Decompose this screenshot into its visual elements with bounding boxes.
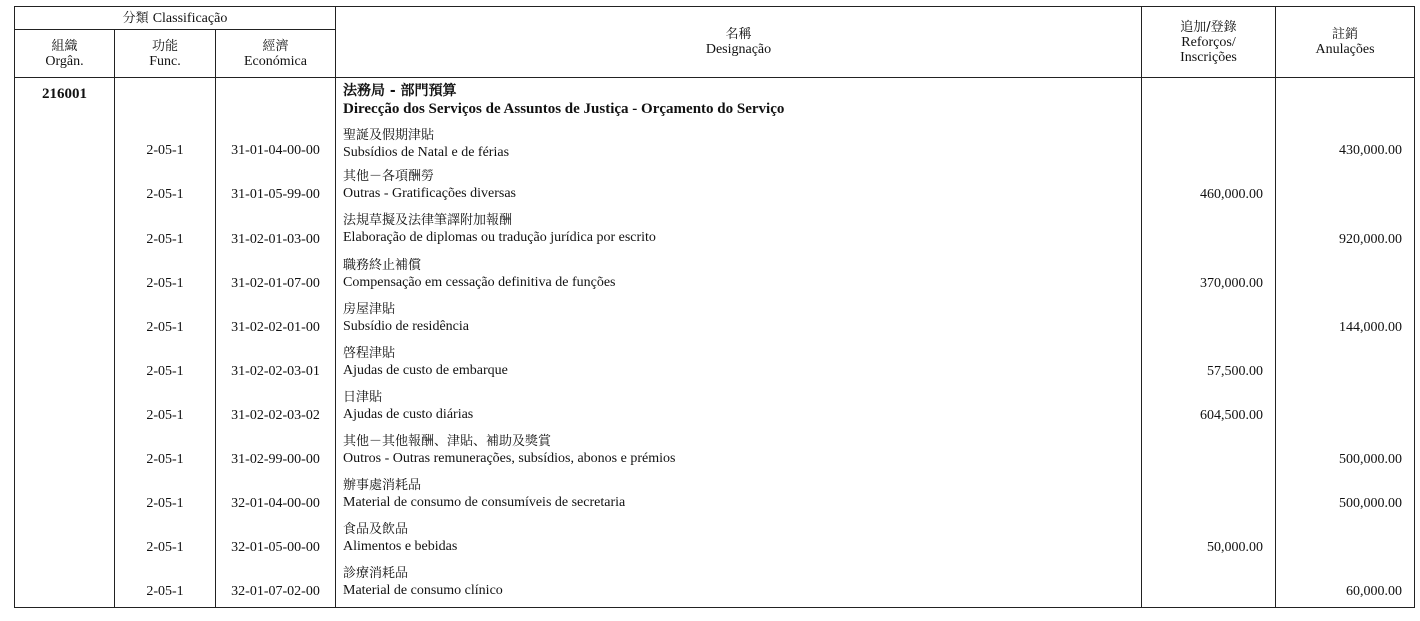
empty-cell — [1276, 78, 1415, 125]
reinforcement-amount: 460,000.00 — [1142, 166, 1276, 210]
cancellation-amount — [1276, 343, 1415, 387]
designation-pt: Designação — [705, 42, 772, 57]
economic-code: 31-01-04-00-00 — [216, 125, 336, 166]
economic-code: 31-02-02-01-00 — [216, 299, 336, 343]
cancellations-cn: 註銷 — [1331, 27, 1358, 42]
designation-cn: 名稱 — [725, 27, 752, 42]
cancellation-amount: 500,000.00 — [1276, 475, 1415, 519]
economic-code: 31-02-01-03-00 — [216, 210, 336, 255]
designation-cn: 其他－其他報酬、津貼、補助及獎賞 — [343, 433, 552, 449]
department-name — [336, 78, 1142, 125]
cancellation-amount — [1276, 519, 1415, 563]
organic-cell — [15, 125, 115, 166]
designation-pt: Outros - Outras remunerações, subsídios, abonos e prémios — [343, 450, 676, 466]
designation-cell — [336, 519, 1142, 563]
designation-cell — [336, 343, 1142, 387]
economic-cn: 經濟 — [262, 38, 289, 54]
organic-cell — [15, 299, 115, 343]
classification-cn: 分類 — [122, 11, 149, 26]
functional-cn: 功能 — [151, 38, 178, 54]
designation-pt: Elaboração de diplomas ou tradução jurídica por escrito — [343, 229, 656, 245]
economic-code: 31-02-01-07-00 — [216, 255, 336, 299]
functional-code: 2-05-1 — [115, 431, 216, 475]
functional-code: 2-05-1 — [115, 125, 216, 166]
classification-header — [15, 7, 336, 30]
designation-cell — [336, 210, 1142, 255]
budget-table — [14, 6, 1415, 608]
table-row — [15, 387, 1415, 431]
designation-cn: 日津貼 — [343, 389, 383, 405]
designation-header — [336, 7, 1142, 78]
functional-code: 2-05-1 — [115, 475, 216, 519]
department-row — [15, 78, 1415, 125]
economic-code: 31-02-02-03-02 — [216, 387, 336, 431]
economic-pt: Económica — [244, 53, 307, 69]
reinforcement-amount: 57,500.00 — [1142, 343, 1276, 387]
department-name-pt: Direcção dos Serviços de Assuntos de Justiça - Orçamento do Serviço — [343, 101, 785, 117]
reinforcement-amount — [1142, 299, 1276, 343]
organic-cn: 組織 — [51, 38, 78, 54]
functional-pt: Func. — [149, 53, 181, 69]
designation-cell — [336, 431, 1142, 475]
reinforcement-amount — [1142, 563, 1276, 608]
cancellation-amount — [1276, 387, 1415, 431]
table-row — [15, 563, 1415, 608]
table-row — [15, 299, 1415, 343]
functional-code: 2-05-1 — [115, 519, 216, 563]
cancellation-amount: 430,000.00 — [1276, 125, 1415, 166]
department-name-cn: 法務局 - 部門預算 — [343, 83, 457, 99]
reinforcements-pt1: Reforços/ — [1181, 34, 1236, 50]
cancellations-header — [1276, 7, 1415, 78]
table-row — [15, 431, 1415, 475]
economic-code: 32-01-07-02-00 — [216, 563, 336, 608]
economic-header — [216, 30, 336, 78]
empty-cell — [216, 78, 336, 125]
organic-cell — [15, 343, 115, 387]
table-row — [15, 519, 1415, 563]
functional-code: 2-05-1 — [115, 299, 216, 343]
functional-code: 2-05-1 — [115, 387, 216, 431]
reinforcement-amount — [1142, 475, 1276, 519]
designation-cn: 辦事處消耗品 — [343, 477, 422, 493]
functional-code: 2-05-1 — [115, 563, 216, 608]
table-row — [15, 125, 1415, 166]
designation-cn: 診療消耗品 — [343, 565, 409, 581]
organic-cell — [15, 166, 115, 210]
empty-cell — [1142, 78, 1276, 125]
budget-table-page — [14, 6, 1414, 611]
table-row — [15, 255, 1415, 299]
organic-cell — [15, 387, 115, 431]
reinforcements-cn: 追加/登錄 — [1180, 19, 1237, 35]
designation-pt: Outras - Gratificações diversas — [343, 185, 516, 201]
table-row — [15, 343, 1415, 387]
cancellation-amount: 500,000.00 — [1276, 431, 1415, 475]
designation-cell — [336, 166, 1142, 210]
cancellation-amount — [1276, 166, 1415, 210]
economic-code: 31-01-05-99-00 — [216, 166, 336, 210]
designation-cell — [336, 387, 1142, 431]
designation-cell — [336, 475, 1142, 519]
designation-cn: 食品及飲品 — [343, 521, 409, 537]
reinforcement-amount: 604,500.00 — [1142, 387, 1276, 431]
functional-header — [115, 30, 216, 78]
organic-cell — [15, 255, 115, 299]
cancellation-amount: 60,000.00 — [1276, 563, 1415, 608]
table-row — [15, 166, 1415, 210]
designation-cn: 啓程津貼 — [343, 345, 396, 361]
organic-cell — [15, 563, 115, 608]
reinforcement-amount — [1142, 125, 1276, 166]
functional-code: 2-05-1 — [115, 210, 216, 255]
organic-cell — [15, 475, 115, 519]
designation-pt: Ajudas de custo de embarque — [343, 362, 508, 378]
organic-code: 216001 — [15, 78, 115, 125]
organic-cell — [15, 431, 115, 475]
functional-code: 2-05-1 — [115, 255, 216, 299]
designation-pt: Subsídios de Natal e de férias — [343, 144, 510, 160]
cancellation-amount: 144,000.00 — [1276, 299, 1415, 343]
table-row — [15, 210, 1415, 255]
designation-pt: Material de consumo de consumíveis de secretaria — [343, 494, 626, 510]
designation-cell — [336, 255, 1142, 299]
designation-pt: Compensação em cessação definitiva de funções — [343, 274, 616, 290]
designation-cn: 房屋津貼 — [343, 301, 396, 317]
organic-pt: Orgân. — [45, 53, 84, 69]
economic-code: 32-01-05-00-00 — [216, 519, 336, 563]
empty-cell — [115, 78, 216, 125]
designation-cell — [336, 299, 1142, 343]
reinforcement-amount — [1142, 431, 1276, 475]
cancellation-amount: 920,000.00 — [1276, 210, 1415, 255]
cancellation-amount — [1276, 255, 1415, 299]
designation-pt: Subsídio de residência — [343, 318, 469, 334]
economic-code: 31-02-99-00-00 — [216, 431, 336, 475]
economic-code: 32-01-04-00-00 — [216, 475, 336, 519]
designation-cell — [336, 125, 1142, 166]
budget-table-body — [15, 78, 1415, 608]
organic-header — [15, 30, 115, 78]
reinforcement-amount — [1142, 210, 1276, 255]
designation-cn: 法規草擬及法律筆譯附加報酬 — [343, 212, 513, 228]
functional-code: 2-05-1 — [115, 343, 216, 387]
designation-cn: 聖誕及假期津貼 — [343, 127, 435, 143]
functional-code: 2-05-1 — [115, 166, 216, 210]
reinforcement-amount: 370,000.00 — [1142, 255, 1276, 299]
designation-cn: 其他－各項酬勞 — [343, 168, 435, 184]
table-row — [15, 475, 1415, 519]
economic-code: 31-02-02-03-01 — [216, 343, 336, 387]
cancellations-pt: Anulações — [1315, 42, 1375, 57]
designation-pt: Ajudas de custo diárias — [343, 406, 474, 422]
designation-cell — [336, 563, 1142, 608]
reinforcements-pt2: Inscrições — [1180, 49, 1237, 65]
organic-cell — [15, 210, 115, 255]
reinforcement-amount: 50,000.00 — [1142, 519, 1276, 563]
designation-pt: Alimentos e bebidas — [343, 538, 458, 554]
reinforcements-header — [1142, 7, 1276, 78]
designation-cn: 職務終止補償 — [343, 257, 422, 273]
classification-pt: Classificação — [152, 11, 228, 26]
organic-cell — [15, 519, 115, 563]
designation-pt: Material de consumo clínico — [343, 582, 503, 598]
